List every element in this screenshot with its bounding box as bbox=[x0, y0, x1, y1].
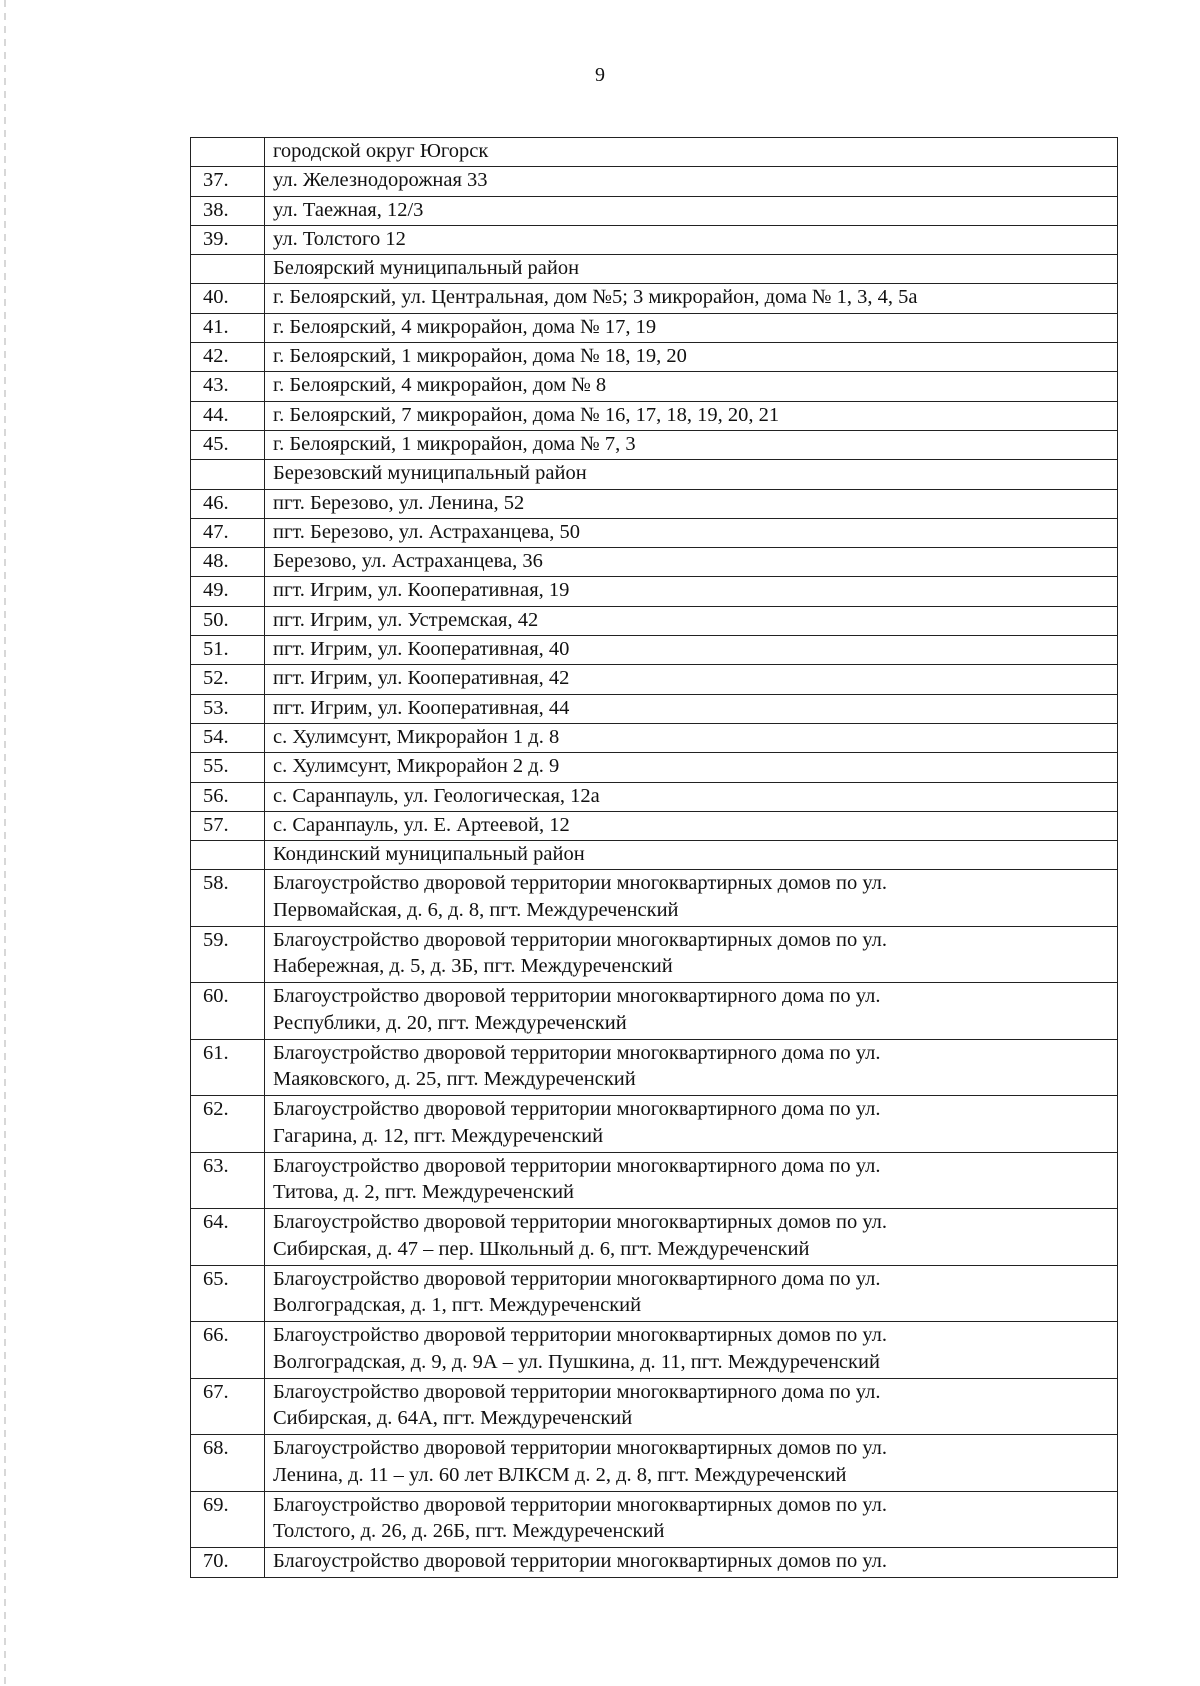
address-cell bbox=[265, 1039, 1118, 1096]
row-number: 53. bbox=[191, 694, 265, 723]
address-line-2: Первомайская, д. 6, д. 8, пгт. Междуреченский bbox=[273, 898, 679, 921]
section-header-row bbox=[191, 460, 1118, 489]
row-number: 63. bbox=[191, 1152, 265, 1209]
address-cell bbox=[265, 1209, 1118, 1266]
row-number: 67. bbox=[191, 1378, 265, 1435]
row-number: 70. bbox=[191, 1548, 265, 1577]
address-cell bbox=[265, 694, 1118, 723]
address-cell bbox=[265, 1491, 1118, 1548]
address-cell bbox=[265, 983, 1118, 1040]
section-title bbox=[265, 138, 1118, 167]
row-number: 68. bbox=[191, 1435, 265, 1492]
table-row bbox=[191, 636, 1118, 665]
address-cell bbox=[265, 723, 1118, 752]
address-line: Благоустройство дворовой территории многоквартирного дома по ул. bbox=[273, 1154, 881, 1177]
address-line: с. Хулимсунт, Микрорайон 1 д. 8 bbox=[273, 725, 560, 748]
section-header-row bbox=[191, 138, 1118, 167]
address-line: Благоустройство дворовой территории многоквартирного дома по ул. bbox=[273, 1267, 881, 1290]
section-header-row bbox=[191, 841, 1118, 870]
row-number: 48. bbox=[191, 548, 265, 577]
row-number: 52. bbox=[191, 665, 265, 694]
table-row bbox=[191, 196, 1118, 225]
address-cell bbox=[265, 782, 1118, 811]
address-line: пгт. Игрим, ул. Кооперативная, 44 bbox=[273, 696, 570, 719]
table-row bbox=[191, 577, 1118, 606]
address-line: Благоустройство дворовой территории многоквартирных домов по ул. bbox=[273, 1550, 888, 1573]
row-number bbox=[191, 138, 265, 167]
row-number: 51. bbox=[191, 636, 265, 665]
address-cell bbox=[265, 430, 1118, 459]
row-number: 59. bbox=[191, 926, 265, 983]
address-line: Белоярский муниципальный район bbox=[273, 257, 580, 280]
address-line: г. Белоярский, 4 микрорайон, дом № 8 bbox=[273, 374, 607, 397]
address-line-2: Титова, д. 2, пгт. Междуреченский bbox=[273, 1181, 575, 1204]
address-line: Благоустройство дворовой территории многоквартирного дома по ул. bbox=[273, 1041, 881, 1064]
address-line: Благоустройство дворовой территории многоквартирных домов по ул. bbox=[273, 1211, 888, 1234]
table-row bbox=[191, 723, 1118, 752]
address-line: Березовский муниципальный район bbox=[273, 462, 587, 485]
table-row bbox=[191, 489, 1118, 518]
table-row bbox=[191, 1265, 1118, 1322]
address-line: Кондинский муниципальный район bbox=[273, 843, 585, 866]
row-number: 58. bbox=[191, 870, 265, 927]
address-cell bbox=[265, 870, 1118, 927]
address-cell bbox=[265, 665, 1118, 694]
address-line-2: Сибирская, д. 64А, пгт. Междуреченский bbox=[273, 1407, 633, 1430]
address-cell bbox=[265, 1096, 1118, 1153]
address-line: ул. Толстого 12 bbox=[273, 227, 406, 250]
table-row bbox=[191, 343, 1118, 372]
table-row bbox=[191, 1096, 1118, 1153]
address-line-2: Ленина, д. 11 – ул. 60 лет ВЛКСМ д. 2, д. 8, пгт. Междуреченский bbox=[273, 1463, 847, 1486]
row-number: 40. bbox=[191, 284, 265, 313]
address-line-2: Республики, д. 20, пгт. Междуреченский bbox=[273, 1011, 627, 1034]
row-number: 69. bbox=[191, 1491, 265, 1548]
row-number: 54. bbox=[191, 723, 265, 752]
row-number bbox=[191, 460, 265, 489]
row-number: 44. bbox=[191, 401, 265, 430]
address-line: Благоустройство дворовой территории многоквартирных домов по ул. bbox=[273, 1324, 888, 1347]
section-title bbox=[265, 841, 1118, 870]
address-cell bbox=[265, 343, 1118, 372]
address-line: г. Белоярский, ул. Центральная, дом №5; 3 микрорайон, дома № 1, 3, 4, 5а bbox=[273, 286, 918, 309]
address-line: Благоустройство дворовой территории многоквартирных домов по ул. bbox=[273, 1493, 888, 1516]
address-cell bbox=[265, 926, 1118, 983]
row-number: 56. bbox=[191, 782, 265, 811]
table-row bbox=[191, 694, 1118, 723]
row-number: 45. bbox=[191, 430, 265, 459]
table-row bbox=[191, 811, 1118, 840]
table-row bbox=[191, 401, 1118, 430]
address-cell bbox=[265, 811, 1118, 840]
address-cell bbox=[265, 577, 1118, 606]
row-number: 60. bbox=[191, 983, 265, 1040]
address-line: г. Белоярский, 1 микрорайон, дома № 18, 19, 20 bbox=[273, 345, 687, 368]
address-cell bbox=[265, 548, 1118, 577]
address-cell bbox=[265, 489, 1118, 518]
address-table bbox=[190, 137, 1118, 1578]
table-row bbox=[191, 983, 1118, 1040]
row-number bbox=[191, 255, 265, 284]
address-cell bbox=[265, 196, 1118, 225]
address-line: пгт. Игрим, ул. Кооперативная, 19 bbox=[273, 579, 570, 602]
address-cell bbox=[265, 401, 1118, 430]
address-line-2: Волгоградская, д. 9, д. 9А – ул. Пушкина, д. 11, пгт. Междуреченский bbox=[273, 1350, 880, 1373]
address-line: пгт. Игрим, ул. Кооперативная, 40 bbox=[273, 638, 570, 661]
row-number: 50. bbox=[191, 606, 265, 635]
scan-edge bbox=[4, 0, 6, 1686]
address-line-2: Волгоградская, д. 1, пгт. Междуреченский bbox=[273, 1294, 642, 1317]
address-cell bbox=[265, 518, 1118, 547]
address-line-2: Сибирская, д. 47 – пер. Школьный д. 6, пгт. Междуреченский bbox=[273, 1237, 810, 1260]
address-cell bbox=[265, 1152, 1118, 1209]
row-number: 43. bbox=[191, 372, 265, 401]
address-line-2: Гагарина, д. 12, пгт. Междуреченский bbox=[273, 1124, 604, 1147]
address-line: пгт. Игрим, ул. Устремская, 42 bbox=[273, 608, 539, 631]
table-row bbox=[191, 1152, 1118, 1209]
address-line: пгт. Березово, ул. Астраханцева, 50 bbox=[273, 520, 580, 543]
table-row bbox=[191, 1491, 1118, 1548]
address-line: Благоустройство дворовой территории многоквартирных домов по ул. bbox=[273, 928, 888, 951]
address-line: пгт. Березово, ул. Ленина, 52 bbox=[273, 491, 525, 514]
row-number: 57. bbox=[191, 811, 265, 840]
table-row bbox=[191, 548, 1118, 577]
table-row bbox=[191, 372, 1118, 401]
address-line: с. Саранпауль, ул. Е. Артеевой, 12 bbox=[273, 813, 570, 836]
section-header-row bbox=[191, 255, 1118, 284]
address-cell bbox=[265, 606, 1118, 635]
address-line: Березово, ул. Астраханцева, 36 bbox=[273, 550, 543, 573]
address-line: Благоустройство дворовой территории многоквартирного дома по ул. bbox=[273, 1098, 881, 1121]
row-number: 42. bbox=[191, 343, 265, 372]
address-cell bbox=[265, 284, 1118, 313]
address-cell bbox=[265, 313, 1118, 342]
table-row bbox=[191, 1209, 1118, 1266]
table-row bbox=[191, 665, 1118, 694]
address-line-2: Толстого, д. 26, д. 26Б, пгт. Междуреченский bbox=[273, 1520, 665, 1543]
section-title bbox=[265, 460, 1118, 489]
section-title bbox=[265, 255, 1118, 284]
table-row bbox=[191, 926, 1118, 983]
row-number: 46. bbox=[191, 489, 265, 518]
address-line: г. Белоярский, 1 микрорайон, дома № 7, 3 bbox=[273, 432, 636, 455]
address-cell bbox=[265, 1548, 1118, 1577]
address-cell bbox=[265, 225, 1118, 254]
address-cell bbox=[265, 1265, 1118, 1322]
address-line: ул. Таежная, 12/3 bbox=[273, 198, 424, 221]
row-number: 37. bbox=[191, 167, 265, 196]
address-line: городской округ Югорск bbox=[273, 140, 489, 162]
table-row bbox=[191, 313, 1118, 342]
row-number: 39. bbox=[191, 225, 265, 254]
address-line: г. Белоярский, 4 микрорайон, дома № 17, 19 bbox=[273, 315, 657, 338]
address-cell bbox=[265, 372, 1118, 401]
address-line: Благоустройство дворовой территории многоквартирного дома по ул. bbox=[273, 985, 881, 1008]
address-cell bbox=[265, 167, 1118, 196]
table-row bbox=[191, 1039, 1118, 1096]
address-cell bbox=[265, 1435, 1118, 1492]
table-body bbox=[191, 138, 1118, 1578]
address-cell bbox=[265, 753, 1118, 782]
address-line-2: Набережная, д. 5, д. 3Б, пгт. Междуреченский bbox=[273, 955, 673, 978]
table-row bbox=[191, 1435, 1118, 1492]
address-line: с. Саранпауль, ул. Геологическая, 12а bbox=[273, 784, 600, 807]
table-row bbox=[191, 753, 1118, 782]
table-row bbox=[191, 518, 1118, 547]
address-cell bbox=[265, 636, 1118, 665]
table-row bbox=[191, 782, 1118, 811]
row-number: 41. bbox=[191, 313, 265, 342]
table-row bbox=[191, 430, 1118, 459]
address-cell bbox=[265, 1322, 1118, 1379]
table-row bbox=[191, 284, 1118, 313]
address-line-2: Маяковского, д. 25, пгт. Междуреченский bbox=[273, 1068, 636, 1091]
address-line: Благоустройство дворовой территории многоквартирных домов по ул. bbox=[273, 872, 888, 895]
row-number: 61. bbox=[191, 1039, 265, 1096]
address-line: г. Белоярский, 7 микрорайон, дома № 16, 17, 18, 19, 20, 21 bbox=[273, 403, 780, 426]
address-line: ул. Железнодорожная 33 bbox=[273, 169, 488, 192]
row-number: 47. bbox=[191, 518, 265, 547]
table-row bbox=[191, 1548, 1118, 1577]
row-number: 38. bbox=[191, 196, 265, 225]
row-number: 65. bbox=[191, 1265, 265, 1322]
address-cell bbox=[265, 1378, 1118, 1435]
page-number: 9 bbox=[595, 64, 605, 86]
table-row bbox=[191, 167, 1118, 196]
table-row bbox=[191, 870, 1118, 927]
table-row bbox=[191, 1378, 1118, 1435]
address-line: пгт. Игрим, ул. Кооперативная, 42 bbox=[273, 667, 570, 690]
row-number: 66. bbox=[191, 1322, 265, 1379]
row-number: 64. bbox=[191, 1209, 265, 1266]
table-row bbox=[191, 1322, 1118, 1379]
row-number bbox=[191, 841, 265, 870]
table-row bbox=[191, 606, 1118, 635]
address-line: Благоустройство дворовой территории многоквартирных домов по ул. bbox=[273, 1437, 888, 1460]
table-row bbox=[191, 225, 1118, 254]
row-number: 49. bbox=[191, 577, 265, 606]
row-number: 55. bbox=[191, 753, 265, 782]
address-line: с. Хулимсунт, Микрорайон 2 д. 9 bbox=[273, 755, 560, 778]
address-line: Благоустройство дворовой территории многоквартирного дома по ул. bbox=[273, 1380, 881, 1403]
row-number: 62. bbox=[191, 1096, 265, 1153]
